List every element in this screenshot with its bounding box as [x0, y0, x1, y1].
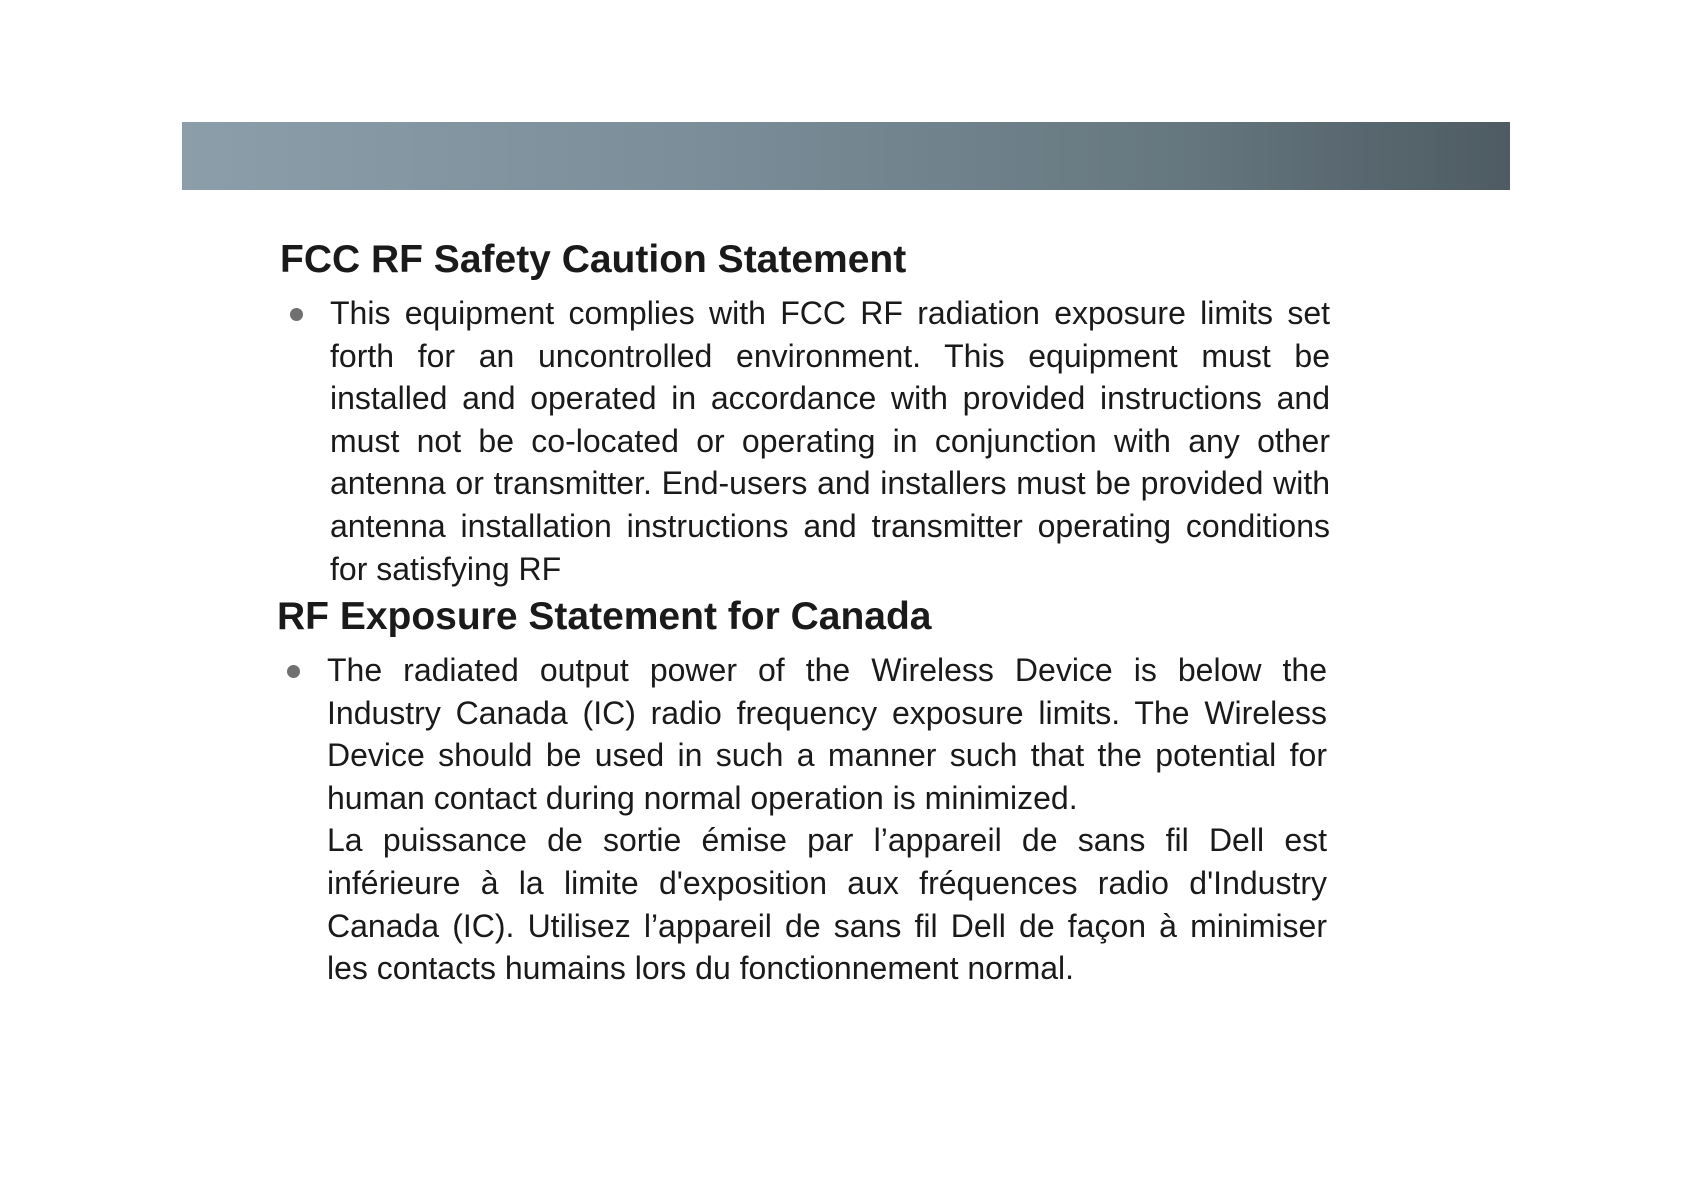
canada-bullet-item: [277, 649, 1337, 990]
bullet-icon: [287, 665, 300, 678]
fcc-paragraph: This equipment complies with FCC RF radiation exposure limits set forth for an uncontrolled environment. This equipment must be installed and operated in accordance with provided instructions and must not be co-located or operating in conjunction with any other antenna or transmitter. End-users and installers must be provided with antenna installation instructions and transmitter operating conditions for satisfying RF: [330, 295, 1330, 587]
header-band: [182, 122, 1510, 190]
bullet-icon: [290, 308, 303, 321]
canada-heading: RF Exposure Statement for Canada: [277, 595, 932, 638]
canada-paragraph-english: The radiated output power of the Wireless Device is below the Industry Canada (IC) radio frequency exposure limits. The Wireless Device should be used in such a manner such that the potential for human contact during normal operation is minimized.: [327, 652, 1327, 816]
fcc-bullet-item: [280, 292, 1340, 590]
canada-section: [277, 589, 1337, 990]
fcc-heading: FCC RF Safety Caution Statement: [280, 238, 907, 281]
canada-paragraph-french: La puissance de sortie émise par l’appareil de sans fil Dell est inférieure à la limite d'exposition aux fréquences radio d'Industry Canada (IC). Utilisez l’appareil de sans fil Dell de façon à minimiser les contacts humains lors du fonctionnement normal.: [327, 822, 1327, 987]
fcc-section: [280, 232, 1340, 590]
